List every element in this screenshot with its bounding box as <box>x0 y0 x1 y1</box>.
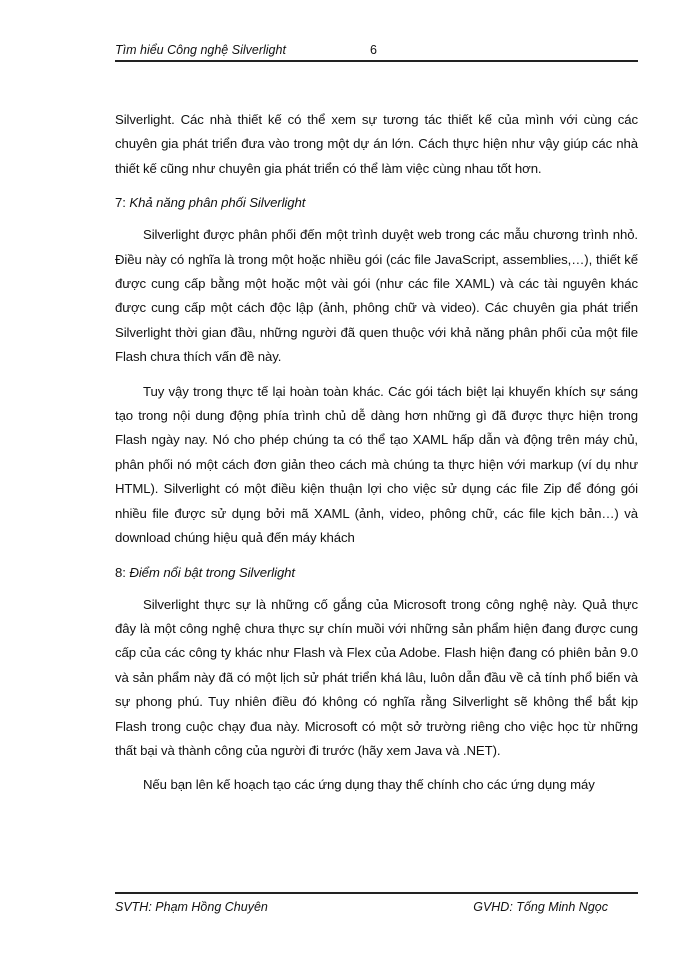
section-7-paragraph-2: Tuy vậy trong thực tế lại hoàn toàn khác. Các gói tách biệt lại khuyến khích sự sáng tạo trong nội dung động phía trình chủ dễ dàng hơn những gì đã được thực hiện trong Flash ngày nay. Nó cho phép chúng ta có thể tạo XAML hấp dẫn và động trên máy chủ, phân phối nó một cách đơn giản theo cách mà chúng ta thực hiện với markup (ví dụ như HTML). Silverlight có một điều kiện thuận lợi cho việc sử dụng các file Zip để đóng gói nhiều file được sử dụng bởi mã XAML (ảnh, video, phông chữ, các file kịch bản…) và download chúng hiệu quả đến máy khách <box>115 383 638 546</box>
page-number: 6 <box>370 43 377 57</box>
header-title: Tìm hiểu Công nghệ Silverlight <box>115 43 286 57</box>
section-7-number: 7: <box>115 195 126 211</box>
section-8-paragraph-2: Nếu bạn lên kế hoạch tạo các ứng dụng thay thế chính cho các ứng dụng máy <box>143 777 595 793</box>
paragraph-intro: Silverlight. Các nhà thiết kế có thể xem sự tương tác thiết kế của mình với cùng các chuyên gia phát triển đưa vào trong một dự án lớn. Cách thực hiện như vậy giúp các nhà thiết kế cũng như chuyên gia phát triển có thể làm việc cùng nhau tốt hơn. <box>115 112 638 176</box>
section-8-title: Điểm nổi bật trong Silverlight <box>129 564 295 580</box>
section-8-number: 8: <box>115 564 126 580</box>
page-footer <box>115 892 638 916</box>
section-7-paragraph-1: Silverlight được phân phối đến một trình duyệt web trong các mẫu chương trình nhỏ. Điều này có nghĩa là trong một hoặc nhiều gói (các file JavaScript, assemblies,…), thiết kế được cung cấp bằng một hoặc một vài gói (như các file XAML) và các tài nguyên khác được cung cấp một cách độc lập (ảnh, phông chữ và video). Các chuyên gia phát triển Silverlight thời gian đầu, những người đã quen thuộc với khả năng phân phối của một file Flash chưa thích vấn đề này. <box>115 227 638 365</box>
section-8-heading <box>115 561 638 585</box>
section-7-heading <box>115 191 638 215</box>
section-7-title: Khả năng phân phối Silverlight <box>129 195 306 211</box>
page-content <box>115 108 638 808</box>
section-8-paragraph-1: Silverlight thực sự là những cố gắng của Microsoft trong công nghệ này. Quả thực đây là một công nghệ chưa thực sự chín muồi với những sản phẩm hiện đang được cung cấp của các công ty khác như Flash và Flex của Adobe. Flash hiện đang có phiên bản 9.0 và sản phẩm này đã có một lịch sử phát triển khá lâu, luôn dẫn đầu về cả tính phổ biến và sự phong phú. Tuy nhiên điều đó không có nghĩa rằng Silverlight sẽ không thể bắt kịp Flash trong cuộc chạy đua này. Microsoft có một sở trường riêng cho việc học từ những thất bại và thành công của người đi trước (hãy xem Java và .NET). <box>115 596 638 758</box>
footer-author: SVTH: Phạm Hồng Chuyên <box>115 900 268 914</box>
page-header <box>115 40 638 62</box>
footer-advisor: GVHD: Tống Minh Ngọc <box>473 900 608 914</box>
